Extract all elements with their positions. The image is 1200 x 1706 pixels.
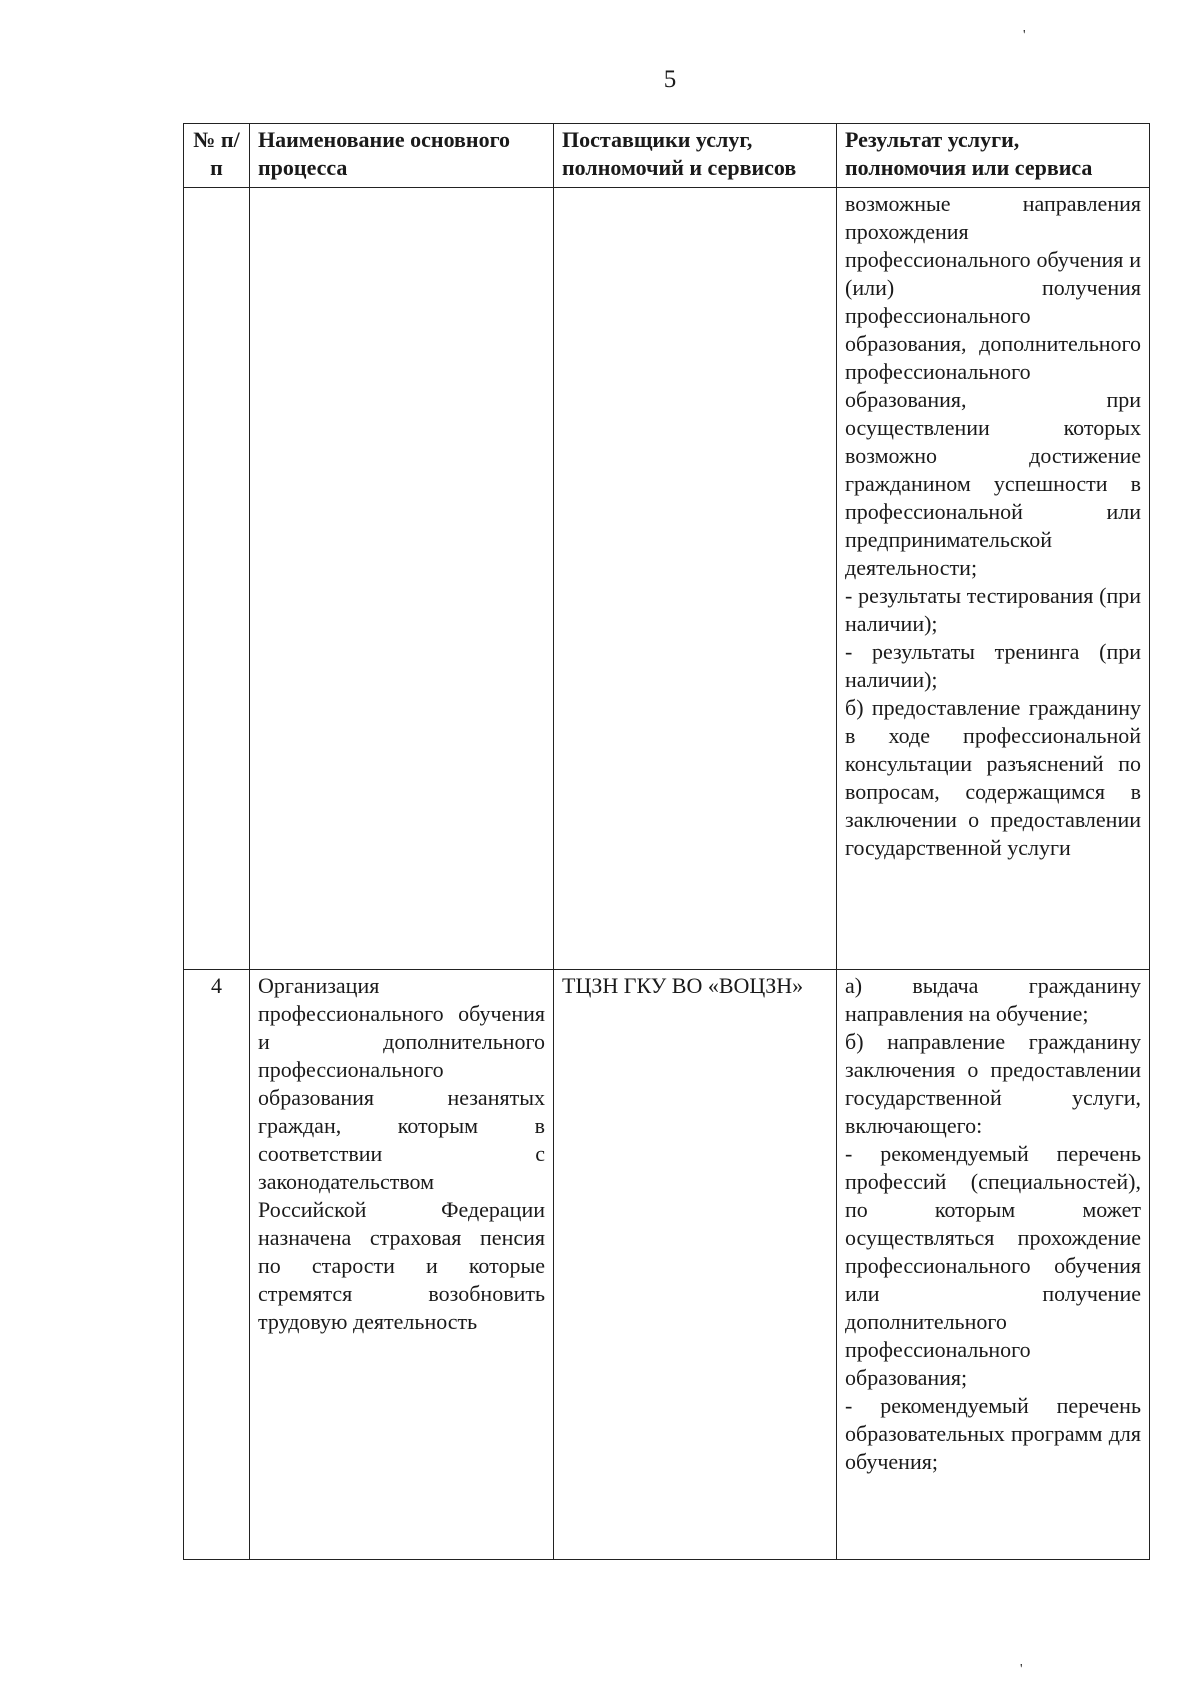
result-paragraph: - результаты тренинга (при наличии); [845, 639, 1141, 692]
header-process: Наименование основного процесса [250, 124, 554, 188]
result-paragraph: а) выдача гражданину направления на обучение; [845, 973, 1141, 1026]
table-header-row [184, 124, 1150, 188]
row-result [837, 188, 1150, 970]
page-number: 5 [663, 66, 677, 93]
result-paragraph: - рекомендуемый перечень профессий (специальностей), по которым может осуществляться прохождение профессионального обучения или получение дополнительного профессионального образования; [845, 1141, 1141, 1390]
row-process [250, 188, 554, 970]
result-paragraph: - результаты тестирования (при наличии); [845, 583, 1141, 636]
result-paragraph: возможные направления прохождения профессионального обучения и (или) получения профессионального образования, дополнительного профессионального образования, при осуществлении которых возможно достижение гражданином успешности в профессиональной или предпринимательской деятельности; [845, 191, 1141, 580]
row-number [184, 188, 250, 970]
result-paragraph: б) предоставление гражданину в ходе профессиональной консультации разъяснений по вопросам, содержащимся в заключении о предоставлении государственной услуги [845, 695, 1141, 860]
scan-speck: ' [1023, 28, 1026, 43]
header-number: № п/п [184, 124, 250, 188]
row-number: 4 [184, 970, 250, 1560]
row-providers: ТЦЗН ГКУ ВО «ВОЦЗН» [554, 970, 837, 1560]
table-row [184, 970, 1150, 1560]
services-table [183, 123, 1150, 1560]
result-paragraph: - рекомендуемый перечень образовательных программ для обучения; [845, 1393, 1141, 1474]
row-result [837, 970, 1150, 1560]
header-result: Результат услуги, полномочия или сервиса [837, 124, 1150, 188]
result-paragraph: б) направление гражданину заключения о предоставлении государственной услуги, включающего: [845, 1029, 1141, 1138]
row-process: Организация профессионального обучения и дополнительного профессионального образования незанятых граждан, которым в соответствии с законодательством Российской Федерации назначена страховая пенсия по старости и которые стремятся возобновить трудовую деятельность [250, 970, 554, 1560]
header-providers: Поставщики услуг, полномочий и сервисов [554, 124, 837, 188]
table-row [184, 188, 1150, 970]
row-providers [554, 188, 837, 970]
scan-speck: ' [1020, 1662, 1023, 1677]
